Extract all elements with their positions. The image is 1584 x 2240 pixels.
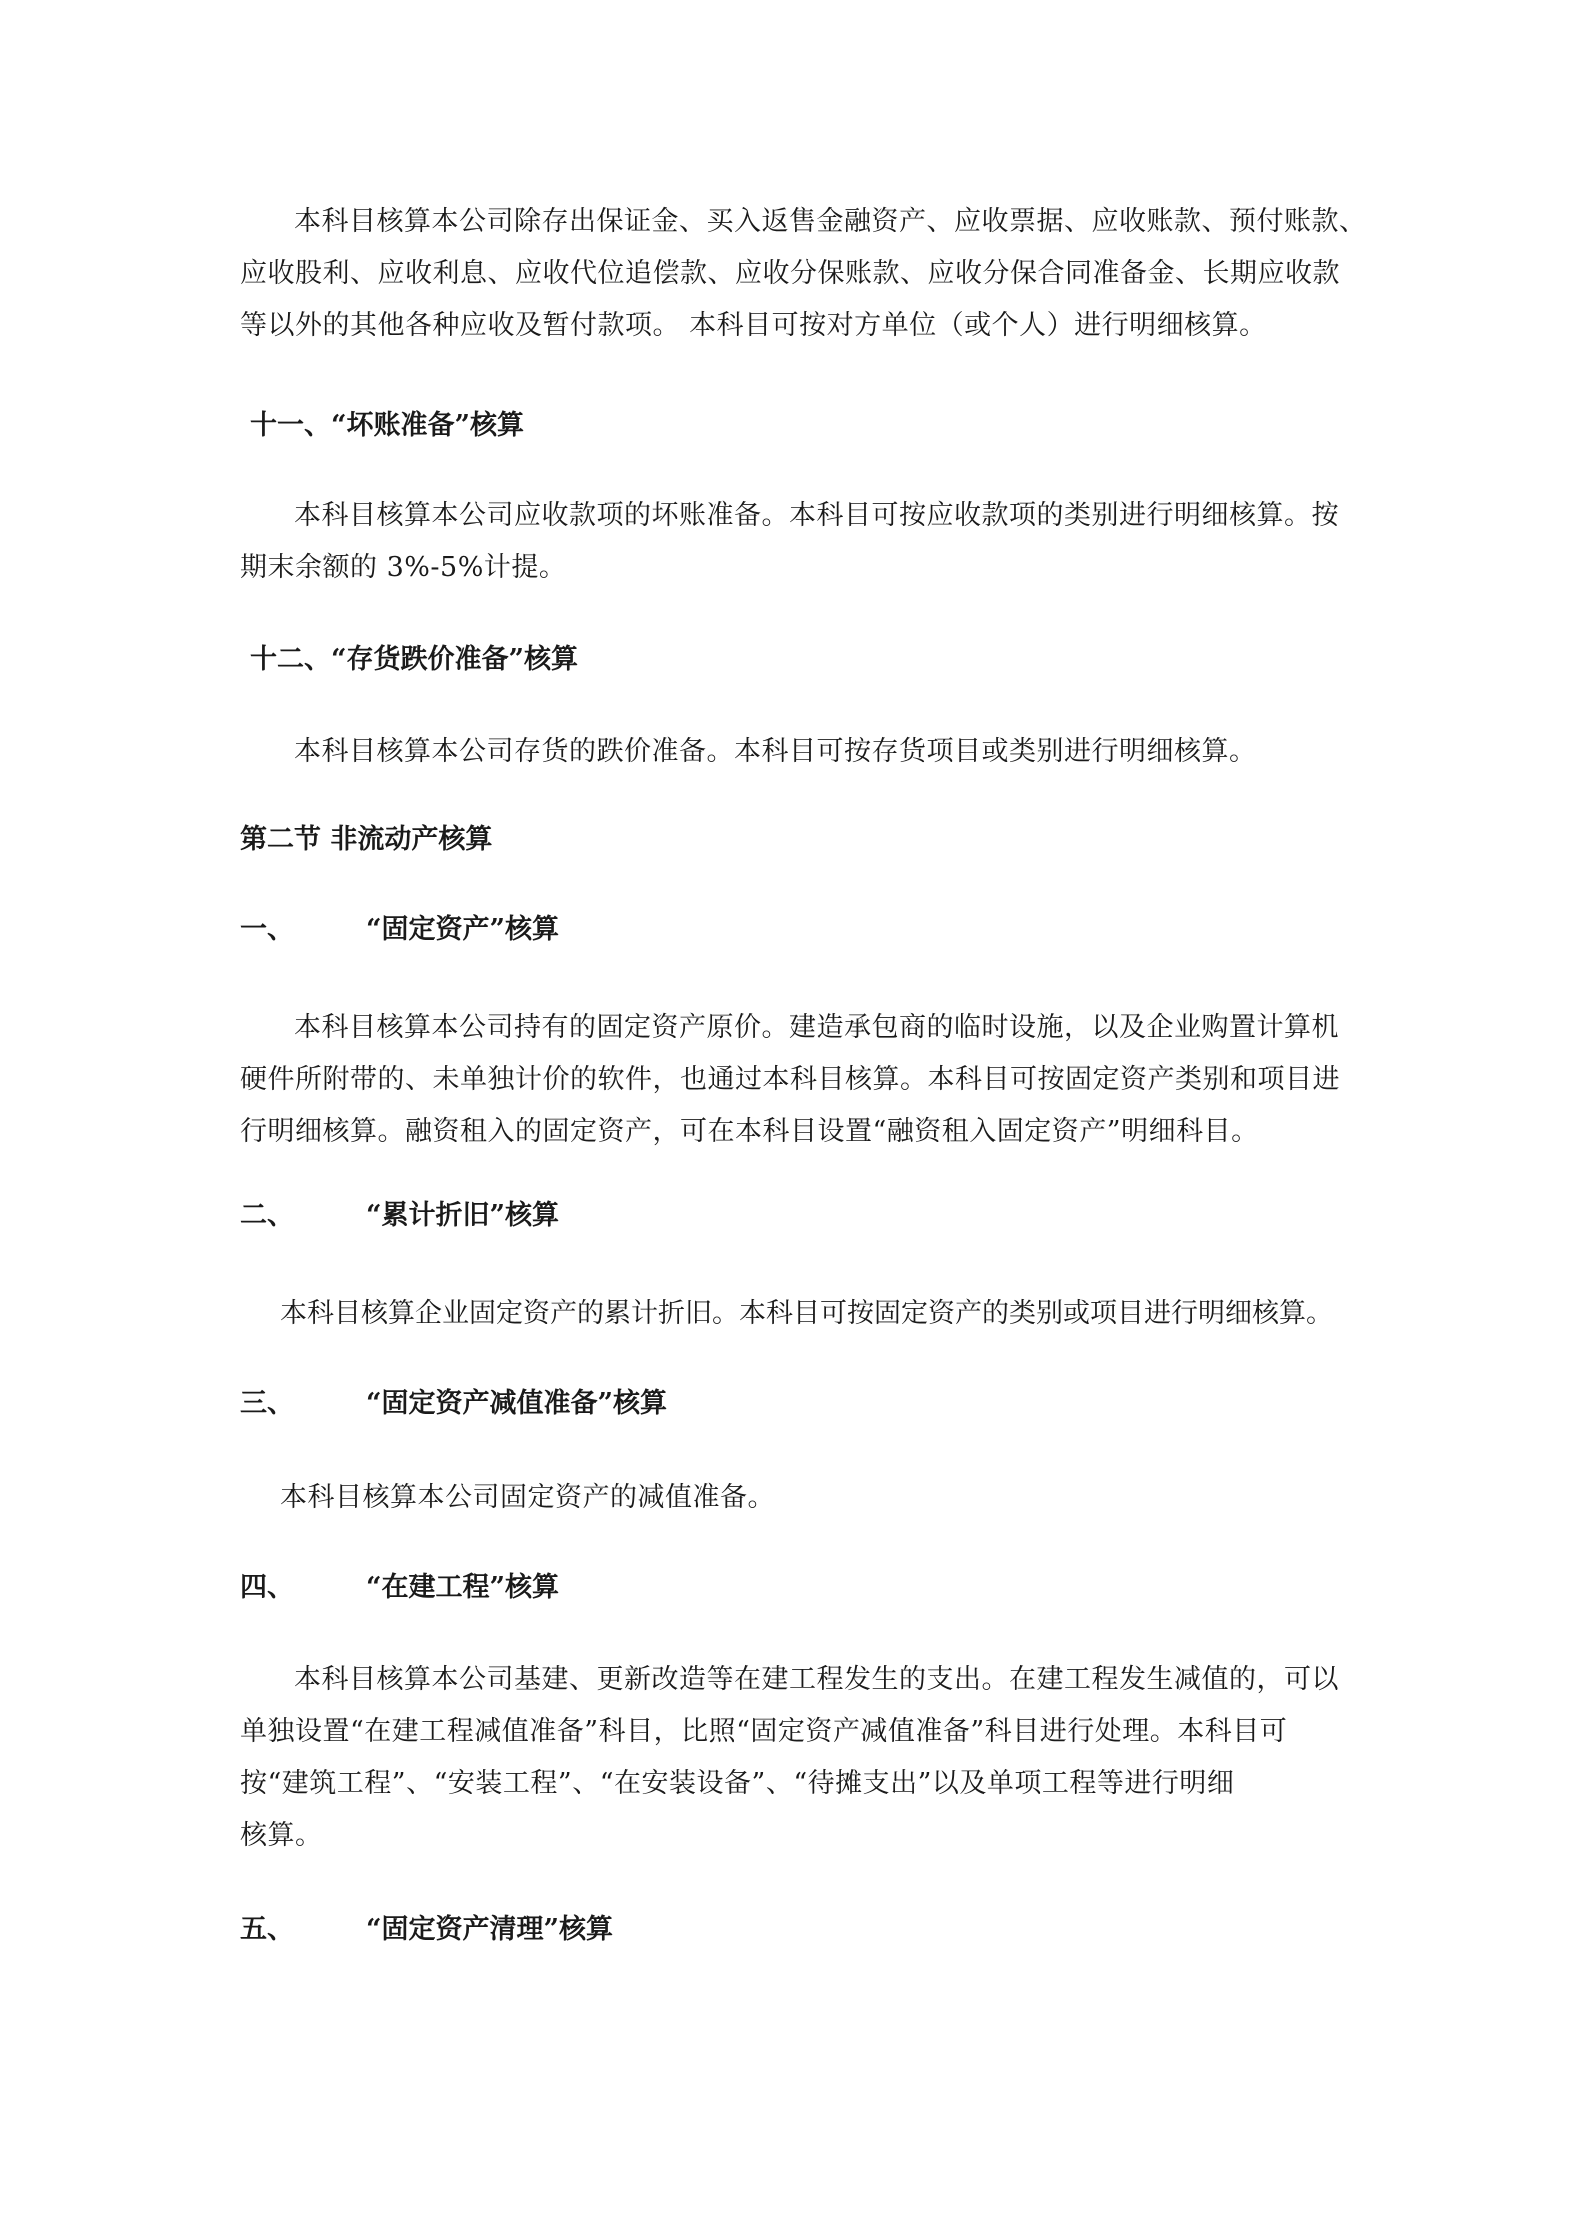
heading-number: 四、	[240, 1572, 294, 1603]
paragraph-line: 硬件所附带的、未单独计价的软件，也通过本科目核算。本科目可按固定资产类别和项目进	[240, 1064, 1340, 1095]
paragraph-line: 等以外的其他各种应收及暂付款项。 本科目可按对方单位（或个人）进行明细核算。	[240, 310, 1267, 341]
paragraph-other-receivables	[240, 196, 1367, 352]
paragraph-line: 单独设置“在建工程减值准备”科目，比照“固定资产减值准备”科目进行处理。本科目可	[240, 1716, 1288, 1747]
heading-inventory-impairment: 十二、“存货跌价准备”核算	[250, 644, 579, 675]
paragraph-inventory	[240, 726, 1360, 778]
heading-number: 二、	[240, 1200, 294, 1231]
section-title-non-current-assets: 第二节 非流动产核算	[240, 824, 493, 855]
paragraph-line: 核算。	[240, 1820, 323, 1851]
paragraph-line: 本科目核算本公司应收款项的坏账准备。本科目可按应收款项的类别进行明细核算。按	[294, 500, 1339, 531]
paragraph-line: 期末余额的 3%-5%计提。	[240, 552, 567, 583]
heading-construction-in-progress	[240, 1568, 1360, 1608]
paragraph-depreciation	[240, 1288, 1360, 1340]
heading-fixed-asset-disposal	[240, 1910, 1360, 1950]
paragraph-line: 应收股利、应收利息、应收代位追偿款、应收分保账款、应收分保合同准备金、长期应收款	[240, 258, 1340, 289]
heading-number: 一、	[240, 914, 294, 945]
heading-fixed-asset-impairment	[240, 1384, 1360, 1424]
heading-text: “固定资产”核算	[366, 914, 560, 945]
paragraph-line: 本科目核算本公司基建、更新改造等在建工程发生的支出。在建工程发生减值的，可以	[294, 1664, 1339, 1695]
paragraph-fixed-assets	[240, 1002, 1360, 1158]
heading-text: “在建工程”核算	[366, 1572, 560, 1603]
paragraph-impairment	[240, 1472, 1360, 1524]
heading-text: “累计折旧”核算	[366, 1200, 560, 1231]
paragraph-line: 本科目核算本公司除存出保证金、买入返售金融资产、应收票据、应收账款、预付账款、	[294, 206, 1367, 237]
heading-number: 三、	[240, 1388, 294, 1419]
paragraph-line: 本科目核算本公司持有的固定资产原价。建造承包商的临时设施，以及企业购置计算机	[294, 1012, 1339, 1043]
heading-fixed-assets	[240, 910, 1360, 950]
paragraph-line: 本科目核算企业固定资产的累计折旧。本科目可按固定资产的类别或项目进行明细核算。	[280, 1298, 1333, 1329]
heading-accumulated-depreciation	[240, 1196, 1360, 1236]
paragraph-line: 本科目核算本公司存货的跌价准备。本科目可按存货项目或类别进行明细核算。	[294, 736, 1257, 767]
paragraph-line: 本科目核算本公司固定资产的减值准备。	[280, 1482, 775, 1513]
paragraph-line: 按“建筑工程”、“安装工程”、“在安装设备”、“待摊支出”以及单项工程等进行明细	[240, 1768, 1235, 1799]
heading-number: 五、	[240, 1914, 294, 1945]
heading-text: “固定资产减值准备”核算	[366, 1388, 668, 1419]
heading-text: “固定资产清理”核算	[366, 1914, 614, 1945]
paragraph-line: 行明细核算。融资租入的固定资产，可在本科目设置“融资租入固定资产”明细科目。	[240, 1116, 1259, 1147]
heading-bad-debt-provision: 十一、“坏账准备”核算	[250, 410, 525, 441]
paragraph-construction	[240, 1654, 1360, 1862]
paragraph-bad-debt	[240, 490, 1360, 594]
